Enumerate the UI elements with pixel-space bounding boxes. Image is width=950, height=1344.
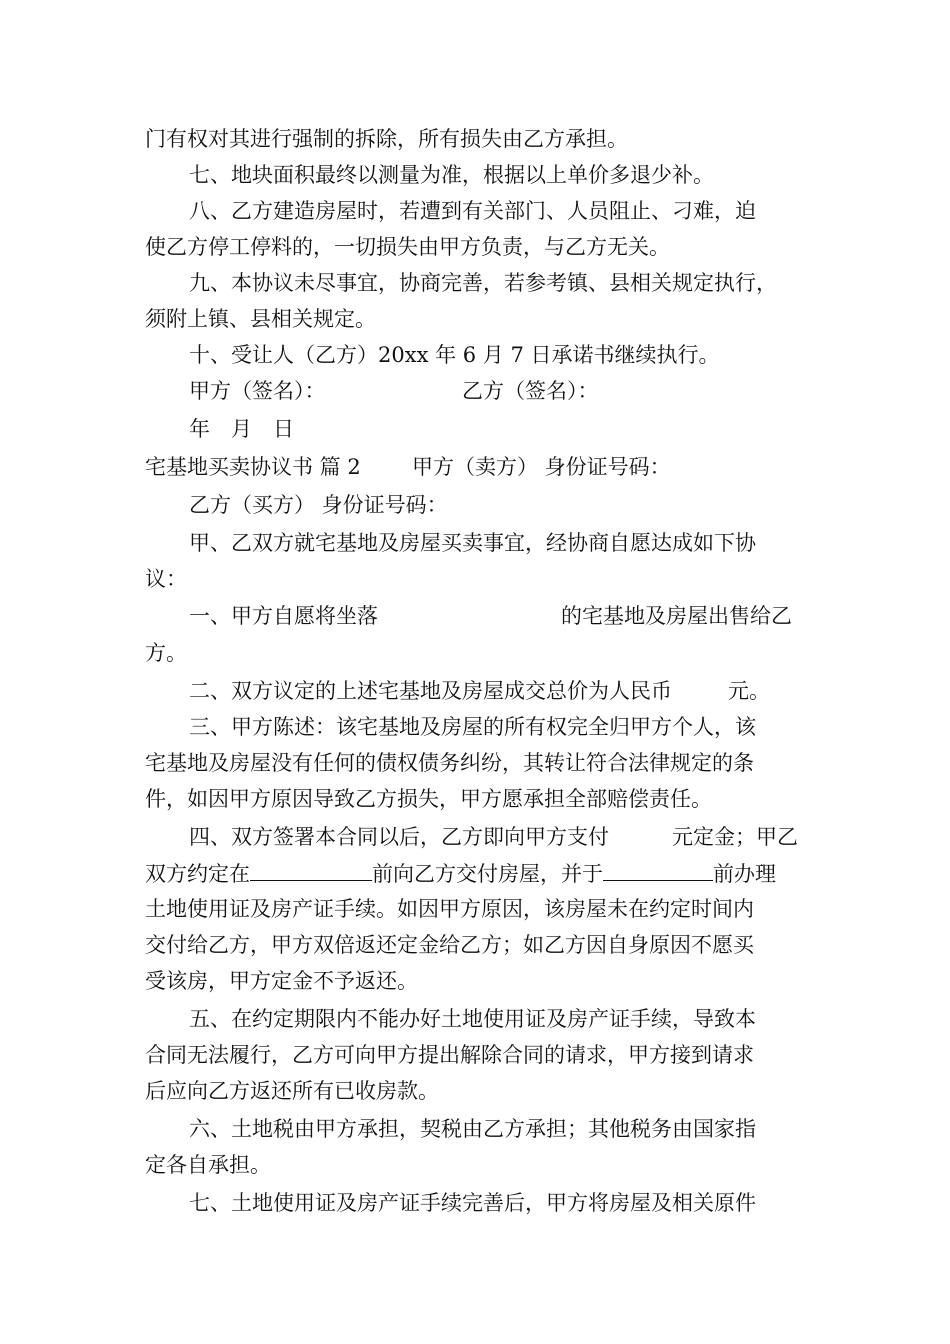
text-line: 使乙方停工停料的，一切损失由甲方负责，与乙方无关。 [145,235,670,259]
text-line: 受该房，甲方定金不予返还。 [145,969,418,993]
text-line: 须附上镇、县相关规定。 [145,307,376,331]
text-line: 八、乙方建造房屋时，若遭到有关部门、人员阻止、刁难，迫 [189,199,756,223]
text-line: 方。 [145,641,187,665]
section-title: 宅基地买卖协议书 篇 2 [145,455,361,479]
text-line: 交付给乙方，甲方双倍返还定金给乙方；如乙方因自身原因不愿买 [145,933,754,957]
date-blank [603,858,713,881]
text-segment: 前办理 [713,862,776,886]
text-line: 四、双方签署本合同以后，乙方即向甲方支付 [189,825,609,849]
text-line: 定各自承担。 [145,1153,271,1177]
seller-id-line: 甲方（卖方） 身份证号码： [412,455,671,479]
text-line: 九、本协议未尽事宜，协商完善，若参考镇、县相关规定执行， [189,271,777,295]
party-b-signature-label: 乙方（签名）： [462,379,599,403]
text-line: 件，如因甲方原因导致乙方损失，甲方愿承担全部赔偿责任。 [145,787,712,811]
text-line: 七、土地使用证及房产证手续完善后，甲方将房屋及相关原件 [189,1191,756,1215]
text-line: 元。 [728,679,770,703]
text-line: 甲、乙双方就宅基地及房屋买卖事宜，经协商自愿达成如下协 [189,531,756,555]
text-line: 土地使用证及房产证手续。如因甲方原因，该房屋未在约定时间内 [145,897,754,921]
text-line: 宅基地及房屋没有任何的债权债务纠纷，其转让符合法律规定的条 [145,751,754,775]
text-line: 议： [145,567,187,591]
party-a-signature-label: 甲方（签名）： [189,379,326,403]
text-line: 后应向乙方返还所有已收房款。 [145,1079,439,1103]
date-blank [250,858,372,881]
text-line: 一、甲方自愿将坐落 [189,604,378,628]
text-line: 的宅基地及房屋出售给乙 [561,604,792,628]
text-line [145,858,776,889]
date-line: 年 月 日 [189,417,294,441]
text-line: 六、土地税由甲方承担，契税由乙方承担；其他税务由国家指 [189,1117,756,1141]
text-line: 十、受让人（乙方）20xx 年 6 月 7 日承诺书继续执行。 [189,343,720,367]
text-line: 五、在约定期限内不能办好土地使用证及房产证手续，导致本 [189,1007,756,1031]
text-line: 元定金；甲乙 [672,825,798,849]
text-line: 合同无法履行，乙方可向甲方提出解除合同的请求，甲方接到请求 [145,1043,754,1067]
text-segment: 双方约定在 [145,862,250,886]
text-line: 二、双方议定的上述宅基地及房屋成交总价为人民币 [189,679,672,703]
text-segment: 前向乙方交付房屋，并于 [372,862,603,886]
buyer-id-line: 乙方（买方） 身份证号码： [189,493,448,517]
text-line: 七、地块面积最终以测量为准，根据以上单价多退少补。 [189,163,714,187]
text-line: 三、甲方陈述：该宅基地及房屋的所有权完全归甲方个人，该 [189,715,756,739]
text-line: 门有权对其进行强制的拆除，所有损失由乙方承担。 [145,127,628,151]
